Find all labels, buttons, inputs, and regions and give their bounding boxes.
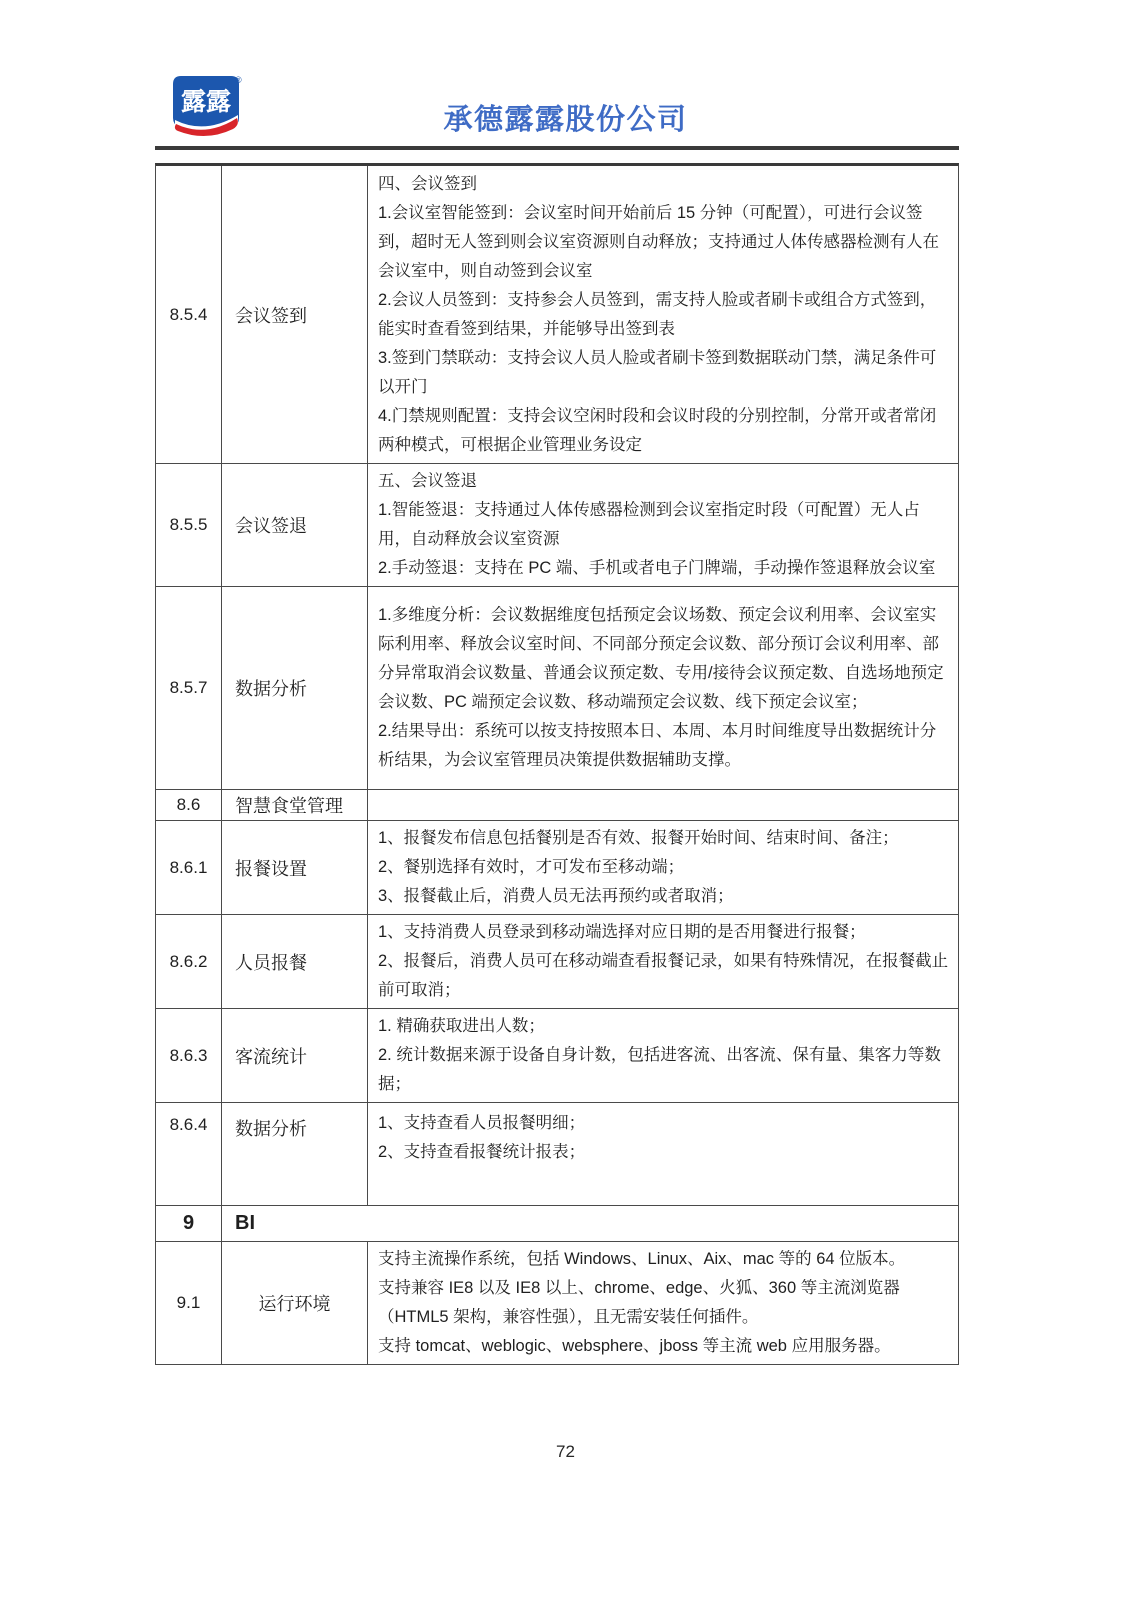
- content-paragraph: 1、支持查看人员报餐明细；: [378, 1114, 586, 1132]
- table-row: [156, 587, 958, 790]
- row-label-cell: 运行环境: [222, 1242, 368, 1364]
- row-number-cell: 8.5.5: [156, 464, 222, 586]
- page-number: 72: [556, 1442, 575, 1461]
- row-content-cell: [368, 1103, 958, 1205]
- row-number-cell: 8.6.4: [156, 1103, 222, 1205]
- row-label-cell: 数据分析: [222, 587, 368, 789]
- content-paragraph: 2、支持查看报餐统计报表；: [378, 1143, 586, 1161]
- content-paragraph: 3、报餐截止后，消费人员无法再预约或者取消；: [378, 887, 734, 905]
- row-number-cell: 8.6.3: [156, 1009, 222, 1102]
- row-number-cell: 8.6.2: [156, 915, 222, 1008]
- table-row: [156, 1242, 958, 1364]
- row-label-cell: 智慧食堂管理: [222, 790, 368, 820]
- content-paragraph: 支持 tomcat、weblogic、websphere、jboss 等主流 web 应用服务器。: [378, 1337, 891, 1355]
- content-paragraph: 四、会议签到: [378, 174, 477, 193]
- content-paragraph: 1.智能签退：支持通过人体传感器检测到会议室指定时段（可配置）无人占用，自动释放会议室资源: [378, 501, 920, 548]
- table-row: [156, 166, 958, 464]
- row-content-cell: [368, 790, 958, 820]
- row-content-cell: [368, 1009, 958, 1102]
- company-name: 承德露露股份公司: [443, 104, 688, 136]
- table-row: [156, 464, 958, 587]
- row-number-cell: 8.5.7: [156, 587, 222, 789]
- content-paragraph: 2. 统计数据来源于设备自身计数，包括进客流、出客流、保有量、集客力等数据；: [378, 1046, 941, 1093]
- content-paragraph: 1.会议室智能签到：会议室时间开始前后 15 分钟（可配置），可进行会议签到，超时无人签到则会议室资源则自动释放；支持通过人体传感器检测有人在会议室中，则自动签到会议室: [378, 203, 939, 280]
- content-paragraph: 1、报餐发布信息包括餐别是否有效、报餐开始时间、结束时间、备注；: [378, 829, 899, 847]
- content-paragraph: 2、报餐后，消费人员可在移动端查看报餐记录，如果有特殊情况，在报餐截止前可取消；: [378, 952, 949, 999]
- row-content-cell: [368, 464, 958, 586]
- table-row: [156, 915, 958, 1009]
- row-number-cell: 9.1: [156, 1242, 222, 1364]
- content-paragraph: 4.门禁规则配置：支持会议空闲时段和会议时段的分别控制，分常开或者常闭两种模式，可根据企业管理业务设定: [378, 406, 937, 454]
- row-number-cell: 8.6: [156, 790, 222, 820]
- requirements-table: [155, 163, 959, 1365]
- row-label-cell: 会议签退: [222, 464, 368, 586]
- row-number-cell: 8.5.4: [156, 166, 222, 463]
- content-paragraph: 支持兼容 IE8 以及 IE8 以上、chrome、edge、火狐、360 等主流浏览器（HTML5 架构，兼容性强），且无需安装任何插件。: [378, 1279, 900, 1326]
- row-label-cell: 客流统计: [222, 1009, 368, 1102]
- row-label-cell: 数据分析: [222, 1103, 368, 1205]
- row-label-cell: 报餐设置: [222, 821, 368, 914]
- logo-text: 露露: [180, 88, 232, 116]
- table-row: [156, 821, 958, 915]
- registered-trademark-icon: ®: [235, 75, 242, 85]
- header-divider: [155, 146, 959, 150]
- content-paragraph: 1.多维度分析：会议数据维度包括预定会议场数、预定会议利用率、会议室实际利用率、释放会议室时间、不同部分预定会议数、部分预订会议利用率、部分异常取消会议数量、普通会议预定数、专用/接待会议预定数、自选场地预定会议数、PC 端预定会议数、移动端预定会议数、线下预定会议室；: [378, 606, 944, 711]
- table-row: [156, 1206, 958, 1242]
- content-paragraph: 2.会议人员签到：支持参会人员签到，需支持人脸或者刷卡或组合方式签到，能实时查看签到结果，并能够导出签到表: [378, 290, 937, 338]
- content-paragraph: 1、支持消费人员登录到移动端选择对应日期的是否用餐进行报餐；: [378, 923, 866, 941]
- content-paragraph: 2.手动签退：支持在 PC 端、手机或者电子门牌端，手动操作签退释放会议室: [378, 559, 936, 577]
- content-paragraph: 3.签到门禁联动：支持会议人员人脸或者刷卡签到数据联动门禁，满足条件可以开门: [378, 348, 937, 396]
- row-label-cell: 会议签到: [222, 166, 368, 463]
- table-row: [156, 1103, 958, 1206]
- content-paragraph: 1. 精确获取进出人数；: [378, 1017, 545, 1035]
- table-row: [156, 1009, 958, 1103]
- row-number-cell: 9: [156, 1206, 222, 1241]
- row-label-cell: BI: [235, 1212, 255, 1234]
- table-row: [156, 790, 958, 821]
- row-content-cell: [368, 166, 958, 463]
- content-paragraph: 2、餐别选择有效时，才可发布至移动端；: [378, 858, 685, 876]
- row-content-cell: [368, 587, 958, 789]
- row-content-cell: [368, 821, 958, 914]
- content-paragraph: 支持主流操作系统，包括 Windows、Linux、Aix、mac 等的 64 位版本。: [378, 1250, 906, 1268]
- row-number-cell: 8.6.1: [156, 821, 222, 914]
- row-content-cell: [368, 915, 958, 1008]
- row-label-cell: 人员报餐: [222, 915, 368, 1008]
- content-paragraph: 2.结果导出：系统可以按支持按照本日、本周、本月时间维度导出数据统计分析结果，为会议室管理员决策提供数据辅助支撑。: [378, 722, 937, 769]
- content-paragraph: 五、会议签退: [378, 472, 477, 490]
- row-content-cell: [368, 1242, 958, 1364]
